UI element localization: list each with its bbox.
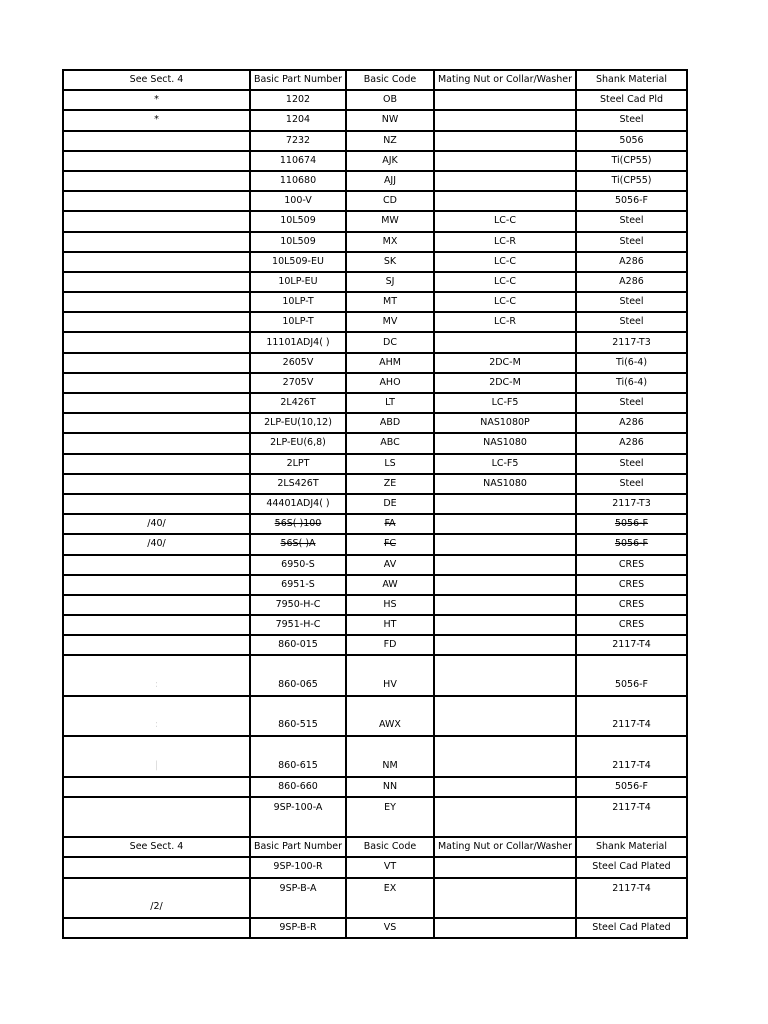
table-row [63, 413, 687, 433]
basic-code-cell: HS [346, 595, 434, 615]
note-cell: /2/ [63, 878, 250, 918]
table-row [63, 232, 687, 252]
shank-material-cell: 5056-F [576, 514, 687, 534]
mating-cell: LC-C [434, 252, 576, 272]
table-row [63, 575, 687, 595]
basic-code-cell: FD [346, 635, 434, 655]
shank-material-cell: Steel [576, 393, 687, 413]
part-number-cell: 2LS426T [250, 474, 346, 494]
part-number-cell: 2L426T [250, 393, 346, 413]
note-cell: /40/ [63, 534, 250, 554]
shank-material-cell: 5056-F [576, 777, 687, 797]
part-number-cell: 10L509 [250, 232, 346, 252]
shank-material-cell: Ti(6-4) [576, 373, 687, 393]
basic-code-cell: AWX [346, 696, 434, 736]
note-cell [63, 777, 250, 797]
table-row [63, 534, 687, 554]
shank-material-cell: 2117-T4 [576, 878, 687, 918]
shank-material-cell: Steel [576, 454, 687, 474]
part-number-cell: 2605V [250, 353, 346, 373]
mating-cell [434, 131, 576, 151]
shank-material-cell: Steel [576, 232, 687, 252]
shank-material-cell: A286 [576, 252, 687, 272]
mating-cell [434, 635, 576, 655]
basic-code-cell: AHM [346, 353, 434, 373]
part-number-cell: 2LP-EU(6,8) [250, 433, 346, 453]
mating-cell [434, 777, 576, 797]
note-cell [63, 433, 250, 453]
table-row [63, 615, 687, 635]
table-row [63, 514, 687, 534]
note-cell [63, 393, 250, 413]
table-row [63, 312, 687, 332]
basic-code-cell: OB [346, 90, 434, 110]
part-number-cell: 860-515 [250, 696, 346, 736]
table-row [63, 797, 687, 837]
mating-cell [434, 514, 576, 534]
table-row [63, 292, 687, 312]
part-number-cell: 56S( )100 [250, 514, 346, 534]
mating-cell: LC-R [434, 312, 576, 332]
table-row [63, 655, 687, 695]
basic-code-cell: VS [346, 918, 434, 938]
basic-code-cell: FA [346, 514, 434, 534]
shank-material-cell: CRES [576, 615, 687, 635]
basic-code-cell: ABD [346, 413, 434, 433]
basic-code-cell: AW [346, 575, 434, 595]
column-header: Basic Code [346, 70, 434, 90]
mating-cell [434, 595, 576, 615]
part-number-cell: 2705V [250, 373, 346, 393]
table-row [63, 857, 687, 877]
part-number-cell: 860-015 [250, 635, 346, 655]
note-cell [63, 292, 250, 312]
note-cell: : [63, 696, 250, 736]
note-cell: | [63, 736, 250, 776]
note-cell [63, 232, 250, 252]
shank-material-cell: 2117-T3 [576, 332, 687, 352]
note-cell: * [63, 110, 250, 130]
part-number-cell: 10LP-EU [250, 272, 346, 292]
table-row [63, 635, 687, 655]
note-cell [63, 312, 250, 332]
header-row [63, 837, 687, 857]
table-row [63, 474, 687, 494]
shank-material-cell: A286 [576, 272, 687, 292]
note-cell [63, 555, 250, 575]
note-cell [63, 191, 250, 211]
mating-cell: NAS1080 [434, 433, 576, 453]
mating-cell: LC-C [434, 292, 576, 312]
basic-code-cell: EX [346, 878, 434, 918]
parts-table [62, 69, 688, 939]
note-cell [63, 211, 250, 231]
column-header: Shank Material [576, 837, 687, 857]
note-cell [63, 332, 250, 352]
shank-material-cell: Ti(6-4) [576, 353, 687, 373]
note-cell: /40/ [63, 514, 250, 534]
basic-code-cell: MX [346, 232, 434, 252]
mating-cell [434, 332, 576, 352]
shank-material-cell: Steel Cad Pld [576, 90, 687, 110]
column-header: See Sect. 4 [63, 837, 250, 857]
basic-code-cell: NM [346, 736, 434, 776]
part-number-cell: 9SP-100-A [250, 797, 346, 837]
mating-cell: LC-F5 [434, 454, 576, 474]
shank-material-cell: Steel Cad Plated [576, 918, 687, 938]
note-cell [63, 353, 250, 373]
shank-material-cell: CRES [576, 575, 687, 595]
shank-material-cell: 5056-F [576, 655, 687, 695]
table-row [63, 131, 687, 151]
shank-material-cell: CRES [576, 595, 687, 615]
mating-cell: LC-R [434, 232, 576, 252]
basic-code-cell: FC [346, 534, 434, 554]
part-number-cell: 6951-S [250, 575, 346, 595]
table-row [63, 454, 687, 474]
basic-code-cell: AJK [346, 151, 434, 171]
table-row [63, 393, 687, 413]
header-row [63, 70, 687, 90]
note-cell [63, 918, 250, 938]
shank-material-cell: 2117-T4 [576, 736, 687, 776]
column-header: See Sect. 4 [63, 70, 250, 90]
basic-code-cell: ZE [346, 474, 434, 494]
note-cell [63, 595, 250, 615]
mating-cell [434, 696, 576, 736]
mating-cell: 2DC-M [434, 373, 576, 393]
column-header: Mating Nut or Collar/Washer [434, 837, 576, 857]
basic-code-cell: MW [346, 211, 434, 231]
part-number-cell: 100-V [250, 191, 346, 211]
mating-cell [434, 191, 576, 211]
basic-code-cell: NZ [346, 131, 434, 151]
part-number-cell: 7951-H-C [250, 615, 346, 635]
table-row [63, 555, 687, 575]
basic-code-cell: LT [346, 393, 434, 413]
shank-material-cell: A286 [576, 433, 687, 453]
shank-material-cell: 2117-T4 [576, 635, 687, 655]
shank-material-cell: Steel [576, 211, 687, 231]
part-number-cell: 2LP-EU(10,12) [250, 413, 346, 433]
basic-code-cell: VT [346, 857, 434, 877]
mating-cell [434, 494, 576, 514]
mating-cell [434, 555, 576, 575]
table-row [63, 332, 687, 352]
basic-code-cell: CD [346, 191, 434, 211]
table-row [63, 272, 687, 292]
column-header: Basic Part Number [250, 837, 346, 857]
note-cell [63, 454, 250, 474]
table-row [63, 110, 687, 130]
shank-material-cell: Steel [576, 110, 687, 130]
column-header: Shank Material [576, 70, 687, 90]
part-number-cell: 9SP-B-A [250, 878, 346, 918]
table-row [63, 736, 687, 776]
note-cell [63, 857, 250, 877]
table-row [63, 777, 687, 797]
mating-cell: LC-C [434, 211, 576, 231]
mating-cell [434, 918, 576, 938]
mating-cell [434, 655, 576, 695]
part-number-cell: 10LP-T [250, 292, 346, 312]
part-number-cell: 7232 [250, 131, 346, 151]
basic-code-cell: AJJ [346, 171, 434, 191]
shank-material-cell: 2117-T4 [576, 797, 687, 837]
table-row [63, 696, 687, 736]
part-number-cell: 44401ADJ4( ) [250, 494, 346, 514]
shank-material-cell: 2117-T3 [576, 494, 687, 514]
shank-material-cell: Steel Cad Plated [576, 857, 687, 877]
note-cell [63, 373, 250, 393]
table-row [63, 353, 687, 373]
part-number-cell: 7950-H-C [250, 595, 346, 615]
mating-cell [434, 857, 576, 877]
basic-code-cell: DE [346, 494, 434, 514]
note-cell: * [63, 90, 250, 110]
note-cell [63, 171, 250, 191]
mating-cell [434, 534, 576, 554]
shank-material-cell: Steel [576, 474, 687, 494]
table-row [63, 494, 687, 514]
mating-cell [434, 615, 576, 635]
basic-code-cell: LS [346, 454, 434, 474]
basic-code-cell: ABC [346, 433, 434, 453]
basic-code-cell: SK [346, 252, 434, 272]
part-number-cell: 9SP-100-R [250, 857, 346, 877]
part-number-cell: 860-615 [250, 736, 346, 776]
table-row [63, 171, 687, 191]
note-cell [63, 494, 250, 514]
part-number-cell: 10L509 [250, 211, 346, 231]
basic-code-cell: HV [346, 655, 434, 695]
table-row [63, 211, 687, 231]
note-cell [63, 131, 250, 151]
basic-code-cell: NW [346, 110, 434, 130]
part-number-cell: 2LPT [250, 454, 346, 474]
shank-material-cell: A286 [576, 413, 687, 433]
shank-material-cell: Ti(CP55) [576, 151, 687, 171]
part-number-cell: 1202 [250, 90, 346, 110]
table-row [63, 373, 687, 393]
note-cell [63, 797, 250, 837]
part-number-cell: 11101ADJ4( ) [250, 332, 346, 352]
basic-code-cell: AV [346, 555, 434, 575]
mating-cell [434, 736, 576, 776]
shank-material-cell: 5056-F [576, 191, 687, 211]
part-number-cell: 860-660 [250, 777, 346, 797]
table-row [63, 433, 687, 453]
column-header: Basic Part Number [250, 70, 346, 90]
mating-cell [434, 878, 576, 918]
basic-code-cell: MV [346, 312, 434, 332]
part-number-cell: 9SP-B-R [250, 918, 346, 938]
table-row [63, 90, 687, 110]
note-cell [63, 615, 250, 635]
part-number-cell: 1204 [250, 110, 346, 130]
note-cell [63, 575, 250, 595]
note-cell [63, 151, 250, 171]
basic-code-cell: SJ [346, 272, 434, 292]
note-cell [63, 272, 250, 292]
shank-material-cell: 2117-T4 [576, 696, 687, 736]
basic-code-cell: MT [346, 292, 434, 312]
shank-material-cell: Ti(CP55) [576, 171, 687, 191]
table-row [63, 918, 687, 938]
shank-material-cell: CRES [576, 555, 687, 575]
mating-cell [434, 575, 576, 595]
shank-material-cell: Steel [576, 292, 687, 312]
shank-material-cell: 5056 [576, 131, 687, 151]
column-header: Basic Code [346, 837, 434, 857]
basic-code-cell: HT [346, 615, 434, 635]
part-number-cell: 10L509-EU [250, 252, 346, 272]
mating-cell [434, 797, 576, 837]
table-row [63, 878, 687, 918]
mating-cell: LC-F5 [434, 393, 576, 413]
basic-code-cell: DC [346, 332, 434, 352]
shank-material-cell: 5056-F [576, 534, 687, 554]
note-cell: : [63, 655, 250, 695]
table-row [63, 252, 687, 272]
table-row [63, 191, 687, 211]
mating-cell [434, 110, 576, 130]
shank-material-cell: Steel [576, 312, 687, 332]
part-number-cell: 860-065 [250, 655, 346, 695]
basic-code-cell: EY [346, 797, 434, 837]
note-cell [63, 635, 250, 655]
note-cell [63, 474, 250, 494]
mating-cell: NAS1080 [434, 474, 576, 494]
basic-code-cell: AHO [346, 373, 434, 393]
part-number-cell: 110674 [250, 151, 346, 171]
part-number-cell: 110680 [250, 171, 346, 191]
mating-cell: 2DC-M [434, 353, 576, 373]
mating-cell: LC-C [434, 272, 576, 292]
table-row [63, 151, 687, 171]
mating-cell [434, 171, 576, 191]
note-cell [63, 252, 250, 272]
mating-cell [434, 151, 576, 171]
note-cell [63, 413, 250, 433]
part-number-cell: 6950-S [250, 555, 346, 575]
basic-code-cell: NN [346, 777, 434, 797]
column-header: Mating Nut or Collar/Washer [434, 70, 576, 90]
part-number-cell: 56S( )A [250, 534, 346, 554]
part-number-cell: 10LP-T [250, 312, 346, 332]
mating-cell [434, 90, 576, 110]
table-row [63, 595, 687, 615]
mating-cell: NAS1080P [434, 413, 576, 433]
